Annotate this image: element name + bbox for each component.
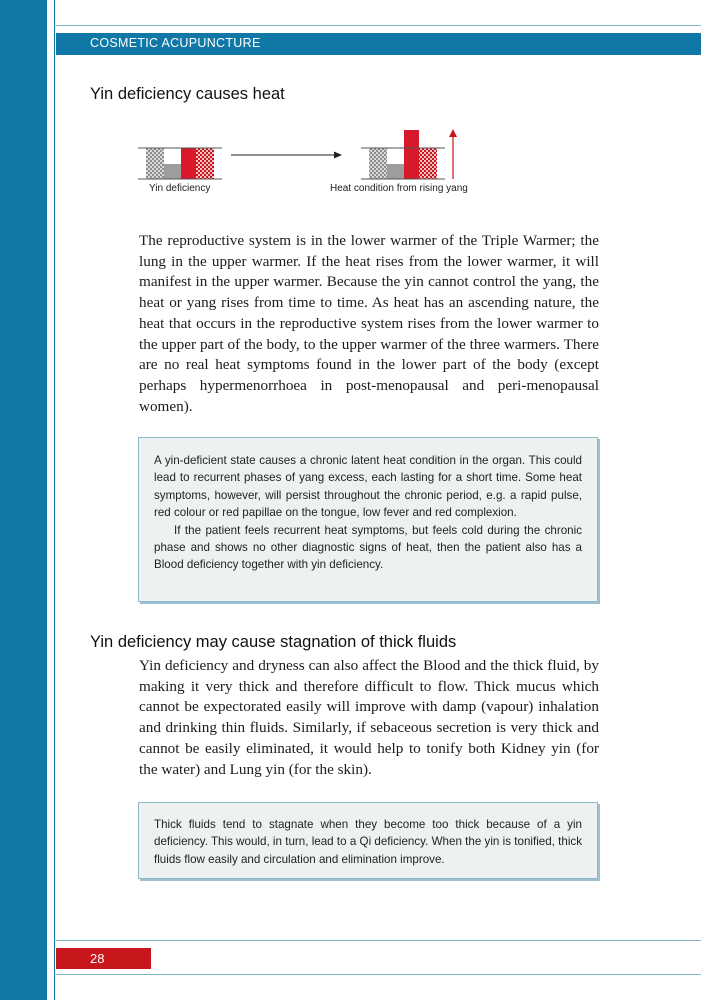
page-number-box: [56, 948, 151, 969]
body-paragraph-heat: The reproductive system is in the lower warmer of the Triple Warmer; the lung in the upper warmer. If the heat rises from the lower warmer, it will manifest in the upper warmer. Because the yin cannot control the yang, the heat or yang rises from time to time. As heat has an ascending nature, the heat that occurs in the reproductive system rises from the lower warmer to the upper part of the body, to the upper warmer of the three warmers. There are no real heat symptoms found in the lower part of the body (except perhaps hypermenorrhoea in post-menopausal and peri-menopausal women).: [139, 232, 599, 415]
caption-yin-deficiency: Yin deficiency: [149, 183, 211, 194]
page-number: 28: [90, 951, 105, 966]
bottom-rule: [54, 940, 701, 941]
section-heading-fluids: Yin deficiency may cause stagnation of thick fluids: [90, 633, 457, 651]
left-color-bar: [0, 0, 47, 1000]
running-header: [56, 33, 701, 55]
callout-box-fluids: [138, 802, 598, 879]
running-title: COSMETIC ACUPUNCTURE: [90, 36, 261, 50]
section-heading-heat: Yin deficiency causes heat: [90, 85, 285, 103]
body-paragraph-fluids: Yin deficiency and dryness can also affect the Blood and the thick fluid, by making it very thick and therefore difficult to flow. Thick mucus which cannot be expectorated easily will improve with damp (vapour) inhalation and drinking thin fluids. Similarly, if sebaceous secretion is very thick and cannot be easily eliminated, it would help to tonify both Kidney yin (for the water) and Lung yin (for the skin).: [139, 657, 599, 778]
callout-paragraph: A yin-deficient state causes a chronic latent heat condition in the organ. This could lead to recurrent phases of yang excess, each lasting for a short time. Some heat symptoms, however, will persist throughout the chronic period, e.g. a rapid pulse, red colour or red papillae on the tongue, low fever and red complexion.: [154, 454, 582, 520]
diagram-before: [138, 148, 222, 179]
callout-paragraph: If the patient feels recurrent heat symptoms, but feels cold during the chronic phase and shows no other diagnostic signs of heat, then the patient also has a Blood deficiency together with yin deficiency.: [154, 523, 582, 572]
margin-rule: [54, 0, 55, 1000]
callout-box-heat: [138, 437, 598, 602]
diagram-after: [361, 129, 457, 179]
callout-paragraph: Thick fluids tend to stagnate when they become too thick because of a yin deficiency. This would, in turn, lead to a Qi deficiency. When the yin is tonified, thick fluids flow easily and circulation and elimination improve.: [154, 818, 582, 866]
diagram-arrow: [231, 152, 342, 159]
callout-text-heat: [154, 452, 582, 574]
bottom-rule-lower: [54, 974, 701, 975]
callout-text-fluids: [154, 816, 582, 868]
top-rule: [54, 25, 701, 26]
caption-heat-condition: Heat condition from rising yang: [330, 183, 468, 194]
yin-yang-diagram: [130, 120, 490, 200]
